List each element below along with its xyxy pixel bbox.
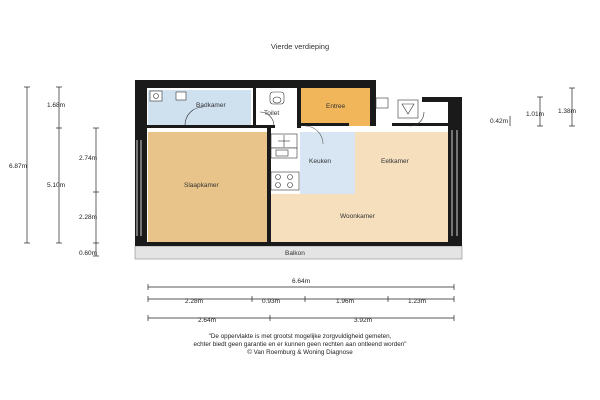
copyright: © Van Roemburg & Woning Diagnose [247,349,353,356]
dim-total-width: 6.64m [292,278,311,285]
room-label-eetkamer: Eetkamer [381,158,409,165]
dim-left-upper: 1.68m [47,102,66,109]
dim-balcony-depth: 0.60m [79,250,98,257]
room-label-badkamer: Badkamer [196,102,226,109]
disclaimer-line-2: echter biedt geen garantie en er kunnen geen rechten aan ontleend worden" [193,341,407,348]
dim-w-093: 0.93m [262,298,281,305]
dim-right-042: 0.42m [490,118,509,125]
disclaimer-line-1: "De oppervlakte is met grootst mogelijke zorgvuldigheid gemeten, [208,333,392,340]
dim-inner-upper: 2.74m [79,155,98,162]
dim-w-228: 2.28m [185,298,204,305]
dim-right-138: 1.38m [558,108,577,115]
room-label-toilet: Toilet [264,110,280,117]
dim-total-height: 6.87m [9,163,28,170]
room-label-slaapkamer: Slaapkamer [184,182,219,189]
dim-w-196: 1.96m [336,298,355,305]
room-label-entree: Entree [326,103,346,110]
dim-inner-lower: 2.28m [79,214,98,221]
room-label-woonkamer: Woonkamer [340,213,375,220]
dim-left-lower: 5.10m [47,182,66,189]
dim-w-123: 1.23m [408,298,427,305]
dim-w-392: 3.92m [354,317,373,324]
left-dimensions [24,87,99,256]
room-label-keuken: Keuken [309,158,332,165]
dim-w-264: 2.64m [198,317,217,324]
floor-title: Vierde verdieping [270,42,330,51]
dim-right-101: 1.01m [526,111,545,118]
right-dimensions [510,88,575,126]
room-label-balkon: Balkon [285,250,305,257]
